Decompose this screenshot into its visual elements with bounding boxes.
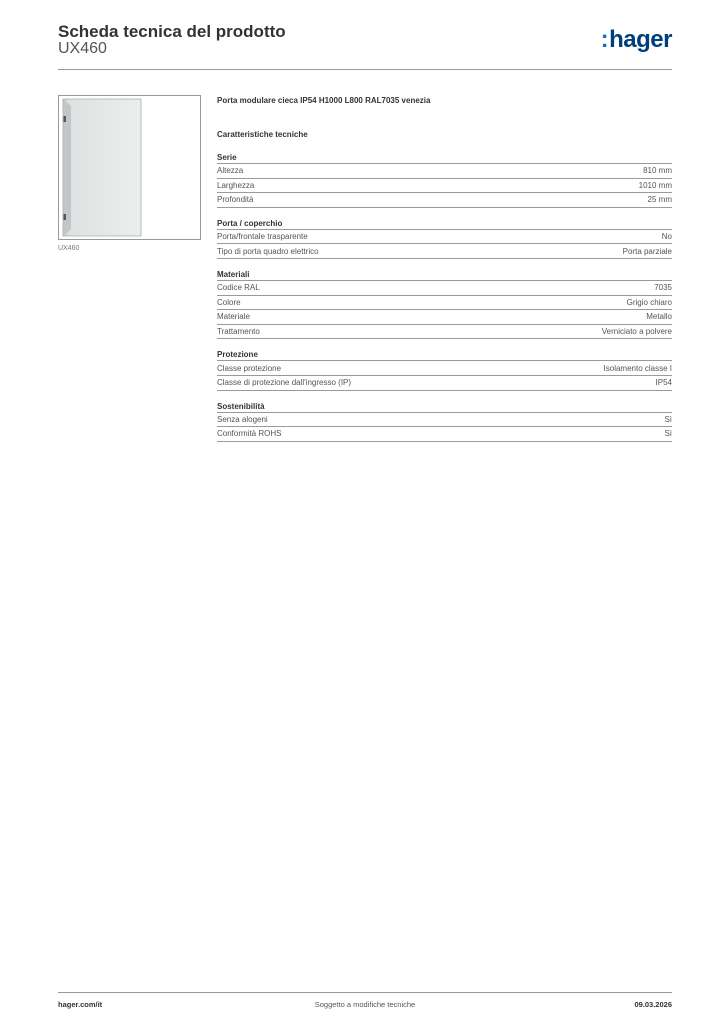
spec-row [217, 325, 672, 340]
spec-value: Verniciato a polvere [601, 327, 672, 337]
spec-group [217, 350, 672, 390]
product-code: UX460 [58, 40, 107, 57]
spec-label: Profondità [217, 195, 254, 205]
page-footer [58, 992, 672, 1012]
spec-group [217, 153, 672, 208]
spec-group-title: Materiali [217, 270, 672, 281]
spec-value: Grigio chiaro [626, 297, 672, 307]
spec-label: Trattamento [217, 327, 260, 337]
spec-label: Larghezza [217, 180, 255, 190]
product-name: Porta modulare cieca IP54 H1000 L800 RAL7035 venezia [217, 96, 431, 105]
spec-group-title: Porta / coperchio [217, 219, 672, 230]
spec-value: No [661, 232, 672, 242]
spec-group [217, 219, 672, 259]
footer-note: Soggetto a modifiche tecniche [314, 1000, 416, 1009]
spec-groups [217, 153, 672, 442]
spec-value: IP54 [655, 378, 672, 388]
spec-row [217, 230, 672, 245]
spec-group [217, 270, 672, 339]
spec-label: Materiale [217, 312, 250, 322]
spec-row [217, 376, 672, 391]
door-panel-illustration [59, 96, 200, 239]
spec-row [217, 310, 672, 325]
hager-logo-text: hager [609, 26, 672, 53]
specifications [217, 96, 672, 442]
spec-label: Classe protezione [217, 363, 282, 373]
spec-value: 7035 [654, 283, 672, 293]
page-header [58, 22, 672, 70]
spec-row [217, 193, 672, 208]
spec-label: Tipo di porta quadro elettrico [217, 246, 319, 256]
spec-value: Porta parziale [622, 246, 672, 256]
spec-row [217, 296, 672, 311]
spec-group-title: Protezione [217, 350, 672, 361]
spec-label: Conformità ROHS [217, 429, 282, 439]
spec-label: Senza alogeni [217, 414, 268, 424]
spec-row [217, 179, 672, 194]
spec-value: 810 mm [643, 166, 672, 176]
footer-website: hager.com/it [58, 1000, 103, 1009]
image-caption: UX460 [58, 245, 80, 252]
spec-group-title: Serie [217, 153, 672, 164]
section-heading: Caratteristiche tecniche [217, 130, 308, 139]
document-title: Scheda tecnica del prodotto [58, 22, 286, 41]
spec-label: Porta/frontale trasparente [217, 232, 308, 242]
spec-row [217, 427, 672, 442]
spec-label: Colore [217, 297, 241, 307]
spec-label: Altezza [217, 166, 244, 176]
hager-logo: :hager [600, 26, 672, 53]
spec-row [217, 361, 672, 376]
hinge-top [64, 116, 67, 122]
spec-label: Codice RAL [217, 283, 260, 293]
product-image [58, 95, 201, 240]
spec-row [217, 244, 672, 259]
spec-group [217, 402, 672, 442]
spec-row [217, 164, 672, 179]
spec-value: Sì [664, 429, 672, 439]
spec-value: Isolamento classe I [603, 363, 672, 373]
spec-value: 25 mm [647, 195, 672, 205]
hinge-bottom [64, 214, 67, 220]
footer-date: 09.03.2026 [634, 1000, 672, 1009]
spec-group-title: Sostenibilità [217, 402, 672, 413]
spec-value: Sì [664, 414, 672, 424]
spec-row [217, 281, 672, 296]
spec-row [217, 413, 672, 428]
spec-value: Metallo [646, 312, 672, 322]
spec-value: 1010 mm [638, 180, 672, 190]
spec-label: Classe di protezione dall'ingresso (IP) [217, 378, 352, 388]
